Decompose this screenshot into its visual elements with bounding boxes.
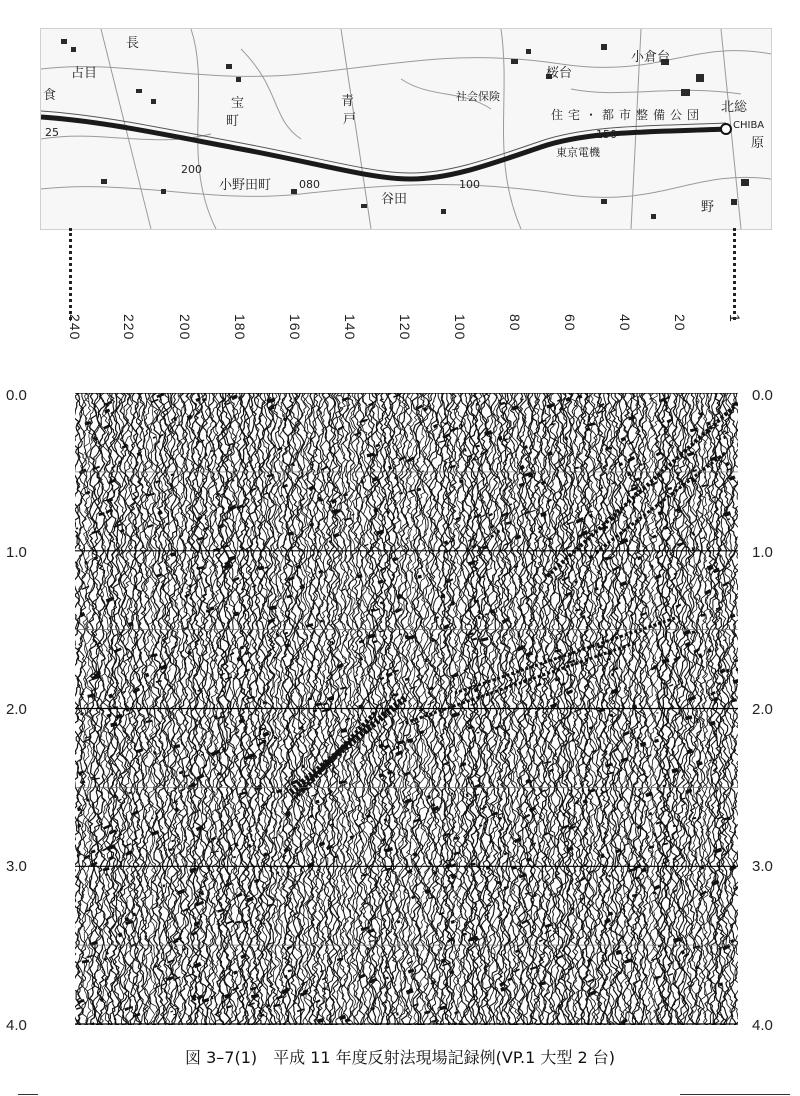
trace-label-100: 100 [452,314,468,341]
place-label-yata: 谷田 [381,192,408,207]
place-label-no: 野 [701,200,715,215]
trace-label-140: 140 [342,314,358,341]
place-label-sakuradai: 桜台 [546,66,573,81]
time-label-left-4: 4.0 [6,1017,27,1034]
trace-label-220: 220 [121,314,137,341]
time-label-right-1: 1.0 [752,544,773,561]
place-label-onodacho: 小野田町 [219,178,272,193]
time-label-left-0: 0.0 [6,387,27,404]
time-label-right-2: 2.0 [752,701,773,718]
seismic-texture-mark [441,959,446,963]
contour-label-080: 080 [299,178,320,191]
trace-label-180: 180 [232,314,248,341]
place-label-hara: 原 [751,136,765,151]
place-label-chiba: CHIBA [733,120,765,131]
place-label-machi: 町 [226,114,240,129]
seismic-texture-mark [237,657,241,661]
trace-label-1: 1 [727,314,743,323]
time-label-left-1: 1.0 [6,544,27,561]
corner-mark-right [680,1094,790,1095]
time-label-right-0: 0.0 [752,387,773,404]
time-label-left-3: 3.0 [6,858,27,875]
place-label-shime: 占目 [71,66,98,81]
right-end-drop-line [733,228,736,320]
contour-label-100: 100 [459,178,480,191]
time-label-left-2: 2.0 [6,701,27,718]
place-label-shoku: 食 [43,88,57,103]
trace-label-20: 20 [672,314,688,332]
place-label-denki: 東京電機 [556,146,600,159]
place-label-ogura: 小倉台 [631,50,671,65]
trace-label-160: 160 [287,314,303,341]
contour-label-200: 200 [181,163,202,176]
corner-mark-left [18,1094,38,1095]
trace-label-200: 200 [177,314,193,341]
place-label-hou: 宝 [231,96,245,111]
location-map [40,28,772,230]
contour-label-25: 25 [45,126,59,139]
trace-label-40: 40 [617,314,633,332]
place-label-ao: 青 [341,94,355,109]
seismic-texture-mark [145,935,147,937]
trace-label-80: 80 [507,314,523,332]
seismic-traces [75,393,738,1025]
trace-label-60: 60 [562,314,578,332]
seismic-texture-mark [719,982,723,986]
time-label-right-4: 4.0 [752,1017,773,1034]
vp-point-marker [721,124,731,134]
place-label-naga: 長 [126,36,140,51]
left-end-drop-line [69,228,72,320]
place-label-jutaku: 住宅・都市整備公団 [551,108,705,122]
trace-label-120: 120 [397,314,413,341]
place-label-hokuso: 北総 [721,100,748,115]
time-label-right-3: 3.0 [752,858,773,875]
contour-label-150: 150 [596,128,617,141]
place-label-to: 戸 [343,112,357,127]
place-label-shakai: 社会保険 [456,90,500,103]
seismic-record [75,393,738,1025]
figure-caption: 図 3–7(1) 平成 11 年度反射法現場記録例(VP.1 大型 2 台) [185,1048,615,1067]
trace-label-240: 240 [67,314,83,341]
